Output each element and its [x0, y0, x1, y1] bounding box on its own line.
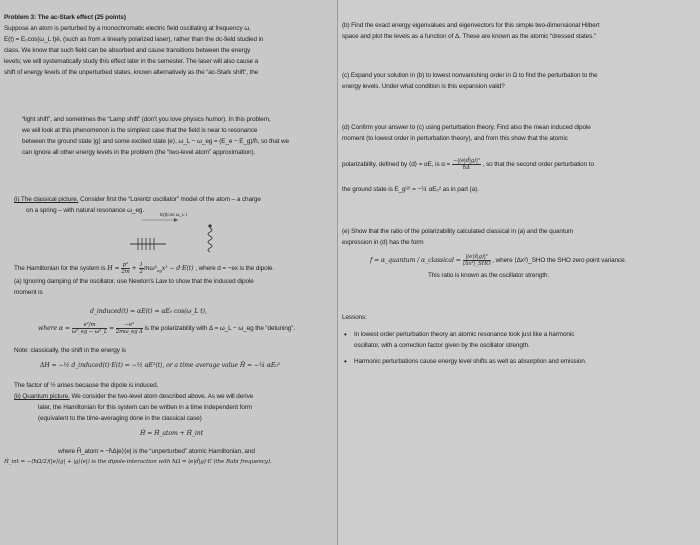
dipole-equation — [90, 306, 207, 317]
alpha-frac-1: $\frac{\text{e²/m}}{\text{ω²\_eg − ω²\_L}}$ — [71, 322, 108, 335]
note-text: Note: classically, the shift in the energy is — [14, 347, 126, 354]
part-ii-line: later, the Hamiltonian for this system can be written in a time independent form — [38, 404, 253, 411]
total-hamiltonian — [140, 428, 203, 439]
part-c-line: (c) Expand your solution in (b) to lowest nonvanishing order in Ω to find the perturbation to the — [342, 72, 598, 79]
oscillator-strength-note — [428, 270, 549, 281]
hamiltonian-eq: H = $\frac{\text{p²}}{2m}$ + $\frac{1}{2}$ $m\omega^2_{eg}x^2 - d\cdot E(t)$ — [107, 262, 196, 275]
f-num: |⟨e|x̂|g⟩|² — [463, 254, 491, 261]
part-d-line: moment (to lowest order in perturbation theory), and from this show that the atomic — [342, 135, 568, 142]
gs-prefix: the ground state is E_g⁽²⁾ = − — [342, 186, 422, 193]
para-line: we will look at this phenomenon is the simplest case that the field is near to resonance — [22, 127, 258, 134]
part-a — [14, 276, 254, 298]
intro-line: levels; we will systematically study this effect later in the semester. The laser will also cause a — [4, 58, 259, 65]
hamiltonian-line — [14, 262, 274, 276]
lessons-title: Lessons: — [342, 314, 367, 321]
gs-quarter: ¼ — [421, 186, 427, 193]
problem-intro — [4, 12, 263, 78]
part-e — [342, 226, 573, 248]
intro-line: shift of energy levels of the unperturbed states, known alternatively as the “ac-Stark shift”, the — [4, 69, 259, 76]
part-e-line: expression in (d) has the form — [342, 239, 424, 246]
f-left: f = α_quantum / α_classical = — [370, 257, 463, 265]
polarizability-equation: where α = $\frac{\text{e²/m}}{\text{ω²\_eg − ω²\_L}}$ ≈ $\frac{\text{−e²}}{\text{2mω\_eg Δ}}$ is the polarizability with Δ = ω_L − ω_eg the “detuning”. — [38, 322, 295, 335]
part-a-line: moment is — [14, 289, 43, 296]
problem-title: Problem 3: The ac-Stark effect (25 points) — [4, 14, 126, 21]
f-fraction — [463, 254, 491, 267]
h-eq: Ĥ = Ĥ_atom + Ĥ_int — [140, 430, 204, 437]
oscillator-strength-eq — [370, 254, 626, 267]
part-ii-text: We consider the two-level atom described above. As we will derive — [69, 393, 254, 400]
lessons-list — [354, 329, 586, 367]
f-note: This ratio is known as the oscillator strength. — [428, 272, 550, 279]
oscillator-figure-icon — [120, 214, 230, 258]
right-column — [338, 0, 700, 545]
para-two — [22, 114, 289, 158]
where-h: where Ĥ_atom = −ħΔ|e⟩⟨e| is the “unperturbed” atomic Hamiltonian, and — [58, 448, 255, 455]
dipole-eq: d_induced(t) = αE(t) = αE₀ cos(ω_L t), — [90, 308, 207, 315]
part-c-line: energy levels. Under what condition is this expansion valid? — [342, 83, 505, 90]
part-i-text-2: on a spring – with natural resonance ω_eg. — [26, 207, 145, 214]
where-alpha: where α = — [38, 325, 72, 333]
part-b-line: space and plot the levels as a function of Δ. These are known as the atomic “dressed states.” — [342, 33, 596, 40]
hamiltonian-suffix: , where d = −ex is the dipole. — [195, 265, 275, 272]
part-a-line: (a) Ignoring damping of the oscillator, use Newton's Law to show that the induced dipole — [14, 278, 254, 285]
field-label: E(t)cos ω_L t — [160, 212, 187, 217]
para-line: “light shift”, and sometimes the “Lamp shift” (don't you love physics humor). In this problem, — [22, 116, 271, 123]
lessons-section — [342, 312, 586, 367]
hint-eq: Ĥ_int = −(ħΩ/2)(|e⟩⟨g| + |g⟩⟨e|) is the dipole-interaction with ħΩ = ⟨e|d̂|g⟩·E (the Rabi frequency). — [4, 459, 272, 465]
note-classical — [14, 345, 126, 356]
where-tail: is the polarizability with Δ = ω_L − ω_eg the “detuning”. — [144, 325, 295, 333]
shift-eq: ΔH = −½ d_induced(t)·E(t) = −½ αE²(t), or a time average value H̄ = −¼ αE₀² — [40, 362, 281, 369]
ground-state-line — [342, 184, 479, 195]
part-d-line: (d) Confirm your answer to (c) using perturbation theory. Find also the mean induced dipole — [342, 124, 591, 131]
intro-line: class. We know that such field can be absorbed and cause transitions between the energy — [4, 47, 251, 54]
energy-shift-equation — [40, 360, 280, 371]
factor-note: The factor of ½ arises because the dipole is induced. — [14, 382, 159, 389]
hamiltonian-terms — [4, 446, 272, 468]
part-e-line: (e) Show that the ratio of the polarizability calculated classical in (a) and the quantum — [342, 228, 574, 235]
polarizability-line — [342, 158, 594, 171]
f-den: ⟨Δx²⟩_SHO — [462, 261, 491, 267]
part-c — [342, 70, 597, 92]
pol-num: −|⟨e|d̂|g⟩|² — [452, 158, 480, 164]
gs-suffix: αE₀² as in part (a). — [426, 186, 479, 193]
lesson-item: • In lowest order perturbation theory an atomic resonance look just like a harmonic — [354, 329, 586, 340]
para-line: between the ground state |g⟩ and some excited state |e⟩, ω_L − ω_eg = (E_e − E_g)/ħ, so that we — [22, 138, 290, 145]
part-i-text: Consider first the “Lorentz oscillator” model of the atom – a charge — [78, 196, 261, 203]
part-i-label: (i) The classical picture. — [14, 196, 79, 203]
part-d — [342, 122, 591, 144]
lesson-item-cont: oscillator, with a correction factor given by the oscillator strength. — [354, 342, 530, 349]
intro-line: E(t) = E₀cos(ω_L t)ê, (such as from a linearly polarized laser), rather than the dc-field studied in — [4, 36, 264, 43]
alpha-frac-2: $\frac{\text{−e²}}{\text{2mω\_eg Δ}}$ — [115, 322, 143, 335]
part-ii — [14, 380, 253, 424]
left-column — [0, 0, 338, 545]
part-ii-label: (ii) Quantum picture. — [14, 393, 70, 400]
pol-den: ħΔ — [462, 165, 470, 171]
pol-suffix: , so that the second order perturbation to — [482, 161, 594, 169]
para-line: can ignore all other energy levels in the problem (the “two-level atom” approximation). — [22, 149, 256, 156]
part-i — [14, 194, 261, 216]
lorentz-oscillator-diagram — [120, 214, 230, 258]
hamiltonian-prefix: The Hamiltonian for the system is — [14, 265, 106, 272]
part-b — [342, 20, 599, 42]
lesson-item: • Harmonic perturbations cause energy level shifts as well as absorption and emission. — [354, 356, 586, 367]
f-tail: , where ⟨Δx²⟩_SHO the SHO zero point variance. — [492, 257, 627, 265]
part-ii-line: (equivalent to the time-averaging done in the classical case) — [38, 415, 202, 422]
pol-fraction — [452, 158, 481, 171]
intro-line: Suppose an atom is perturbed by a monochromatic electric field oscillating at frequency ω, — [4, 25, 251, 32]
pol-prefix: polarizability, defined by ⟨d⟩ = αE, is α = — [342, 161, 452, 169]
part-b-line: (b) Find the exact energy eigenvalues and eigenvectors for this simple two-dimensional Hilbert — [342, 22, 600, 29]
